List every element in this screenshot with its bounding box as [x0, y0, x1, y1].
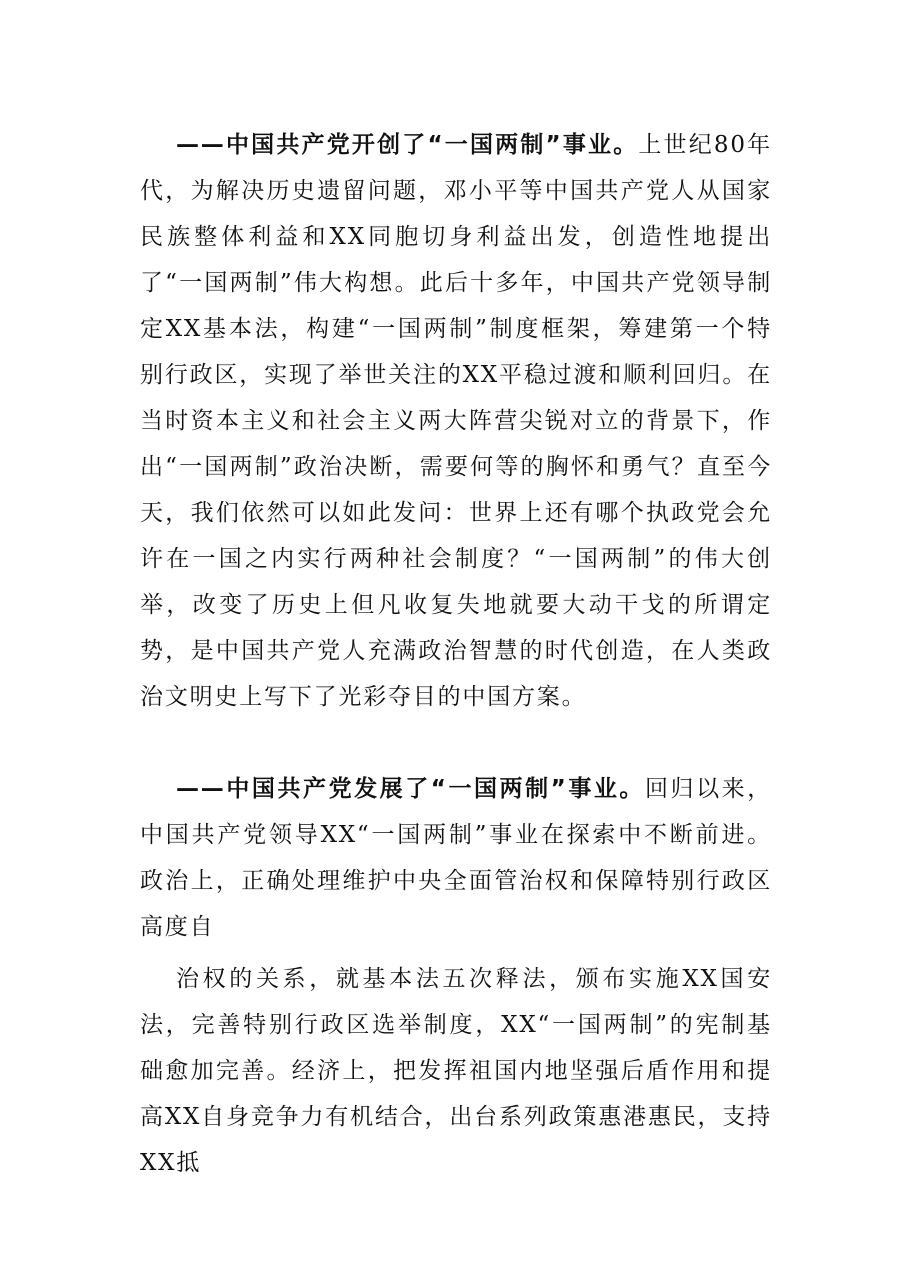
- paragraph-continuation: [140, 956, 772, 1186]
- paragraph-founding: [140, 122, 772, 720]
- paragraph-body-continuation: 治权的关系，就基本法五次释法，颁布实施XX国安法，完善特别行政区选举制度，XX“一国两制”的宪制基础愈加完善。经济上，把发挥祖国内地坚强后盾作用和提高XX自身竞争力有机结合，出台系列政策惠港惠民，支持XX抵: [140, 966, 772, 1176]
- paragraph-development: [140, 766, 772, 950]
- paragraph-heading-development: ——中国共产党发展了“一国两制”事业。: [176, 776, 645, 802]
- paragraph-body-development: 回归以来，中国共产党领导XX“一国两制”事业在探索中不断前进。政治上，正确处理维护中央全面管治权和保障特别行政区高度自: [140, 776, 772, 940]
- paragraph-body-founding: 上世纪80年代，为解决历史遗留问题，邓小平等中国共产党人从国家民族整体利益和XX同胞切身利益出发，创造性地提出了“一国两制”伟大构想。此后十多年，中国共产党领导制定XX基本法，构建“一国两制”制度框架，筹建第一个特别行政区，实现了举世关注的XX平稳过渡和顺利回归。在当时资本主义和社会主义两大阵营尖锐对立的背景下，作出“一国两制”政治决断，需要何等的胸怀和勇气？直至今天，我们依然可以如此发问：世界上还有哪个执政党会允许在一国之内实行两种社会制度？“一国两制”的伟大创举，改变了历史上但凡收复失地就要大动干戈的所谓定势，是中国共产党人充满政治智慧的时代创造，在人类政治文明史上写下了光彩夺目的中国方案。: [140, 132, 772, 710]
- paragraph-heading-founding: ——中国共产党开创了“一国两制”事业。: [176, 132, 639, 158]
